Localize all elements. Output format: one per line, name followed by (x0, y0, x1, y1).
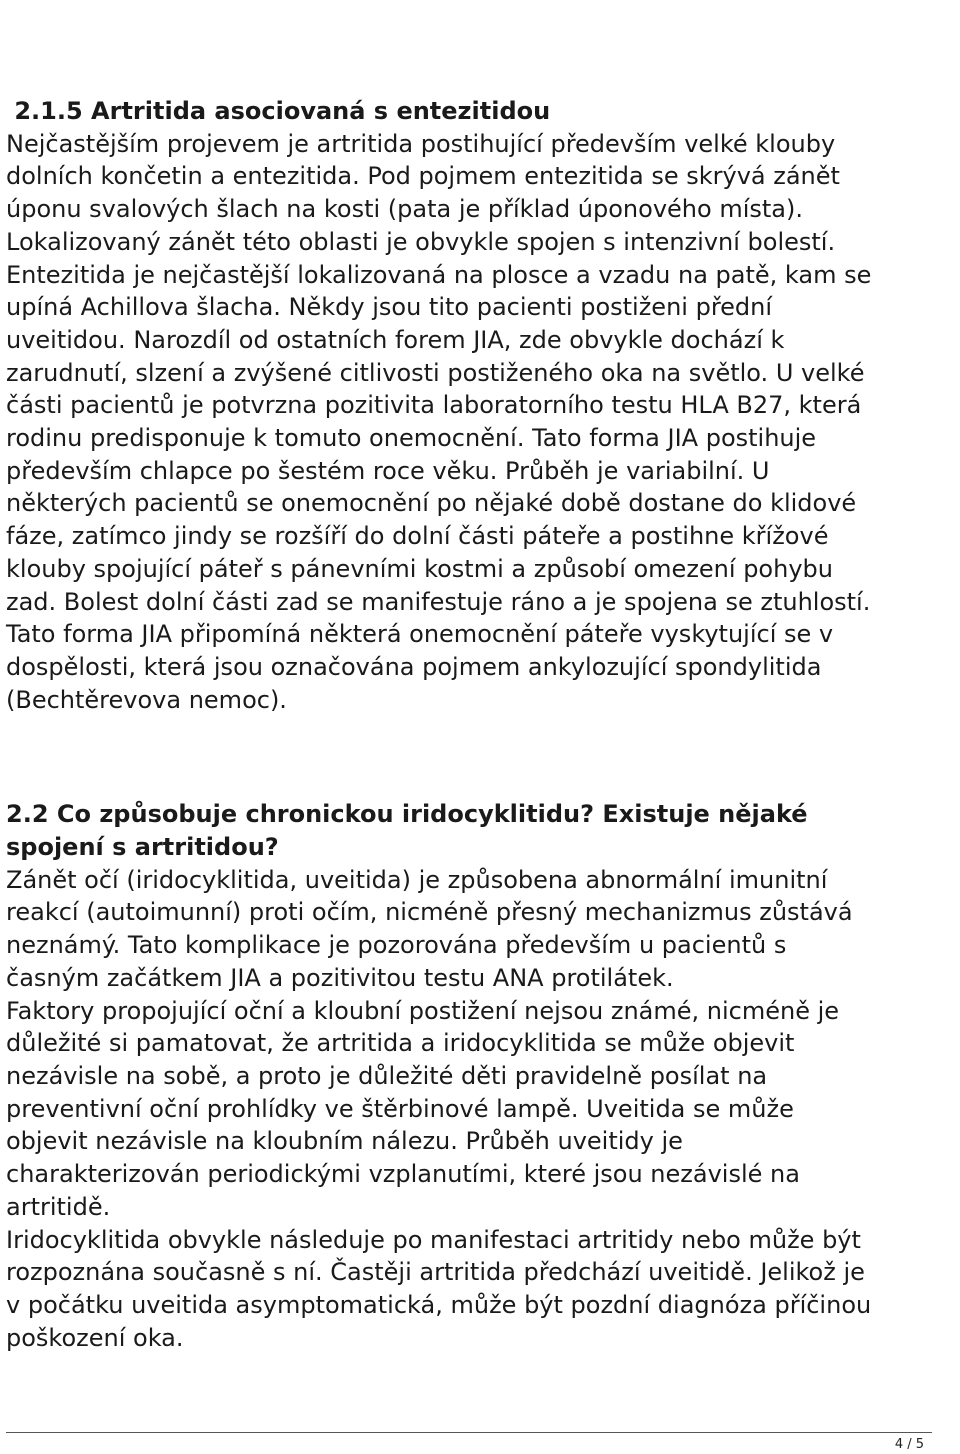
section-heading-arthritis-enthesitis: 2.1.5 Artritida asociovaná s entezitidou (6, 97, 551, 125)
section-body-arthritis-enthesitis: Nejčastějším projevem je artritida postihující především velké klouby dolních končetin a entezitida. Pod pojmem entezitida se skrývá zánět úponu svalových šlach na kosti (pata je příklad úponového místa). Lokalizovaný zánět této oblasti je obvykle spojen s intenzivní bolestí. Entezitida je nejčastější lokalizovaná na plosce a vzadu na patě, kam se upíná Achillova šlacha. Někdy jsou tito pacienti postiženi přední uveitidou. Narozdíl od ostatních forem JIA, zde obvykle dochází k zarudnutí, slzení a zvýšené citlivosti postiženého oka na světlo. U velké části pacientů je potvrzna pozitivita laboratorního testu HLA B27, která rodinu predisponuje k tomuto onemocnění. Tato forma JIA postihuje především chlapce po šestém roce věku. Průběh je variabilní. U některých pacientů se onemocnění po nějaké době dostane do klidové fáze, zatímco jindy se rozšíří do dolní části páteře a postihne křížové klouby spojující páteř s pánevními kostmi a způsobí omezení pohybu zad. Bolest dolní části zad se manifestuje ráno a je spojena se ztuhlostí. Tato forma JIA připomíná některá onemocnění páteře vyskytující se v dospělosti, která jsou označována pojmem ankylozující spondylitida (Bechtěrevova nemoc). (6, 129, 872, 714)
document-page (6, 95, 954, 1354)
paragraph-iridocyclitis-course: Iridocyklitida obvykle následuje po manifestaci artritidy nebo může být rozpoznána současně s ní. Častěji artritida předchází uveitidě. Jelikož je v počátku uveitida asymptomatická, může být pozdní diagnóza příčinou poškození oka. (6, 1225, 872, 1352)
page-number: 4 / 5 (894, 1437, 924, 1452)
section-heading-iridocyclitis: 2.2 Co způsobuje chronickou iridocyklitidu? Existuje nějaké spojení s artritidou? (6, 800, 808, 862)
section-spacer (6, 716, 954, 798)
footer-divider (6, 1432, 932, 1433)
paragraph-eye-inflammation: Zánět očí (iridocyklitida, uveitida) je způsobena abnormální imunitní reakcí (autoimunní) proti očím, nicméně přesný mechanizmus zůstává neznámý. Tato komplikace je pozorována především u pacientů s časným začátkem JIA a pozitivitou testu ANA protilátek. (6, 865, 853, 992)
paragraph-linking-factors: Faktory propojující oční a kloubní postižení nejsou známé, nicméně je důležité si pamatovat, že artritida a iridocyklitida se může objevit nezávisle na sobě, a proto je důležité děti pravidelně posílat na preventivní oční prohlídky ve štěrbinové lampě. Uveitida se může objevit nezávisle na kloubním nálezu. Průběh uveitidy je charakterizován periodickými vzplanutími, které jsou nezávislé na artritidě. (6, 996, 840, 1221)
